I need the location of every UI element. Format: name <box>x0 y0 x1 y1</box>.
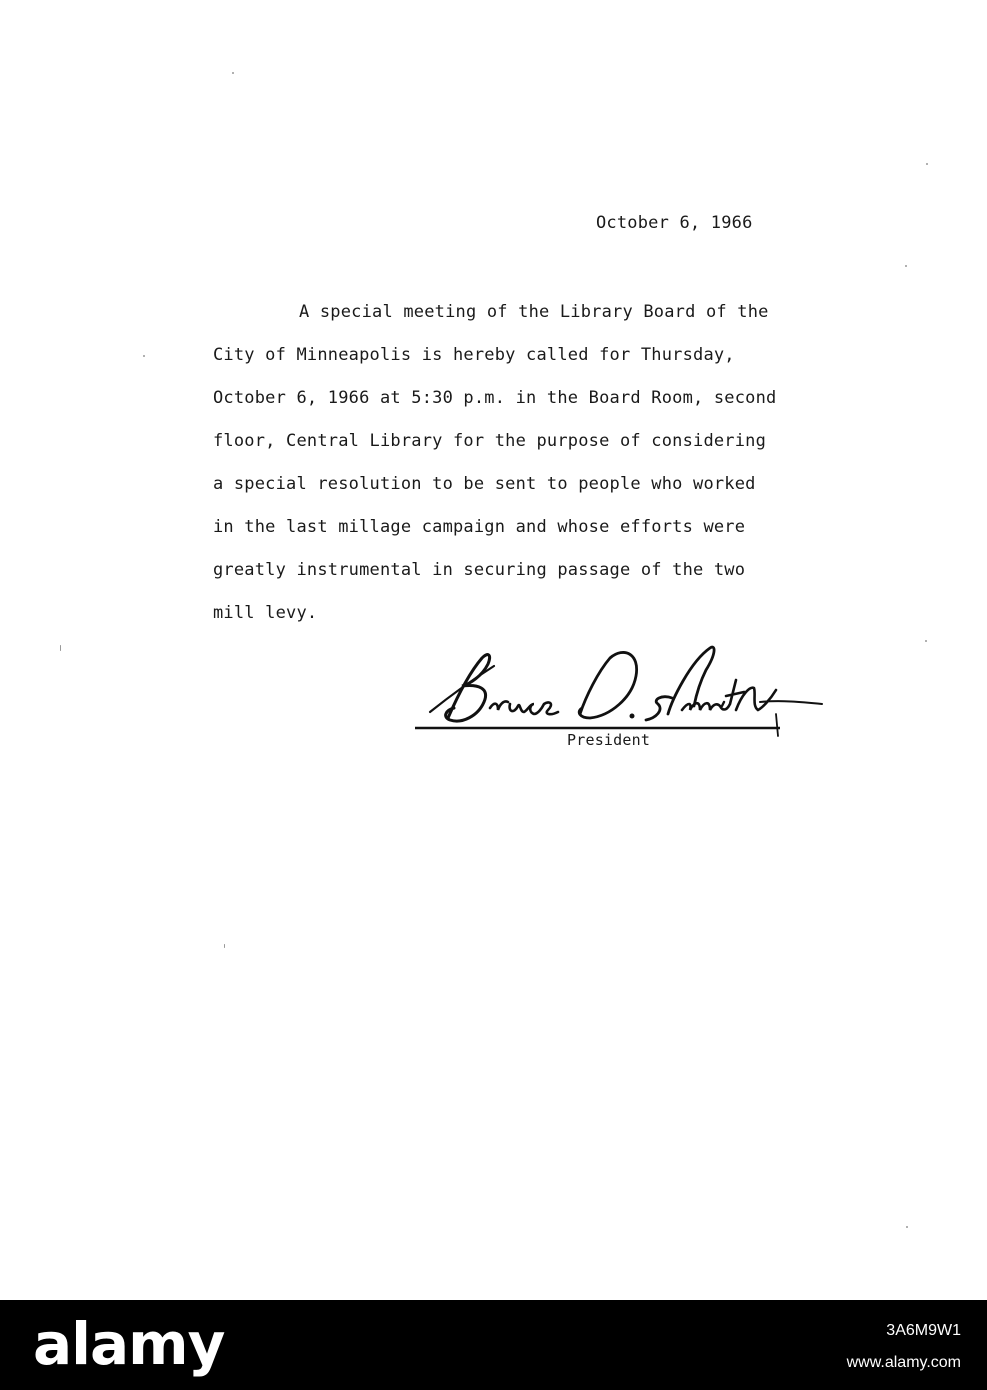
stock-image-id: 3A6M9W1 <box>886 1322 961 1339</box>
paper-speck <box>60 645 61 651</box>
body-line: in the last millage campaign and whose efforts were <box>213 517 746 537</box>
paper-speck <box>926 163 928 165</box>
paper-speck <box>906 1226 908 1228</box>
body-line: City of Minneapolis is hereby called for Thursday, <box>213 345 735 365</box>
paper-speck <box>905 265 907 267</box>
paper-speck <box>232 72 234 74</box>
paper-speck <box>143 355 145 357</box>
body-line: floor, Central Library for the purpose of considering <box>213 431 767 451</box>
signatory-title: President <box>567 731 651 749</box>
body-line: mill levy. <box>213 603 318 623</box>
paper-speck <box>925 640 927 642</box>
body-line: October 6, 1966 at 5:30 p.m. in the Board Room, second <box>213 388 777 408</box>
paper-speck <box>224 944 225 948</box>
watermark-url: www.alamy.com <box>846 1354 961 1371</box>
body-line: greatly instrumental in securing passage of the two <box>213 560 746 580</box>
letter-date: October 6, 1966 <box>596 213 753 233</box>
alamy-logo: alamy <box>33 1310 225 1378</box>
body-line: A special meeting of the Library Board of the <box>299 302 769 322</box>
body-line: a special resolution to be sent to people who worked <box>213 474 756 494</box>
